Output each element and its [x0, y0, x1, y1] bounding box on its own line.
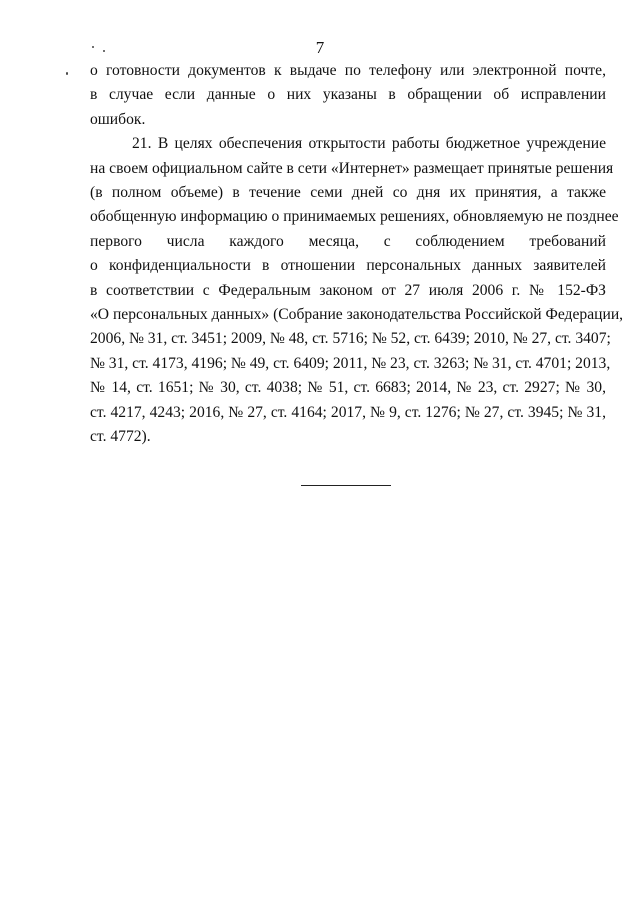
document-body: [90, 59, 624, 450]
text-line: ст. 4772).: [90, 428, 151, 446]
text-line: (в полном объеме) в течение семи дней со дня их принятия, а также: [90, 184, 606, 202]
scan-speck: [103, 50, 105, 52]
text-line: ошибок.: [90, 110, 146, 128]
page-number: 7: [315, 38, 325, 57]
paragraph-21: [90, 132, 624, 449]
text-line: «О персональных данных» (Собрание законодательства Российской Федерации,: [90, 306, 624, 324]
text-line: о конфиденциальности в отношении персональных данных заявителей: [90, 257, 606, 275]
text-line: 21. В целях обеспечения открытости работы бюджетное учреждение: [132, 135, 606, 153]
text-line: в соответствии с Федеральным законом от 27 июля 2006 г. № 152-ФЗ: [90, 281, 606, 299]
text-line: № 14, ст. 1651; № 30, ст. 4038; № 51, ст. 6683; 2014, № 23, ст. 2927; № 30,: [90, 379, 606, 397]
text-line: ст. 4217, 4243; 2016, № 27, ст. 4164; 2017, № 9, ст. 1276; № 27, ст. 3945; № 31,: [90, 403, 606, 421]
end-divider-line: [301, 485, 391, 486]
text-line: № 31, ст. 4173, 4196; № 49, ст. 6409; 2011, № 23, ст. 3263; № 31, ст. 4701; 2013,: [90, 354, 611, 372]
paragraph-continuation: [90, 59, 606, 132]
text-line: 2006, № 31, ст. 3451; 2009, № 48, ст. 5716; № 52, ст. 6439; 2010, № 27, ст. 3407;: [90, 330, 611, 348]
scan-speck: [66, 72, 68, 75]
text-line: в случае если данные о них указаны в обращении об исправлении: [90, 86, 606, 104]
text-line: о готовности документов к выдаче по телефону или электронной почте,: [90, 62, 606, 79]
text-line: первого числа каждого месяца, с соблюдением требований: [90, 232, 606, 250]
scan-speck: [92, 46, 94, 48]
text-line: обобщенную информацию о принимаемых решениях, обновляемую не позднее: [90, 208, 619, 226]
text-line: на своем официальном сайте в сети «Интернет» размещает принятые решения: [90, 159, 614, 177]
